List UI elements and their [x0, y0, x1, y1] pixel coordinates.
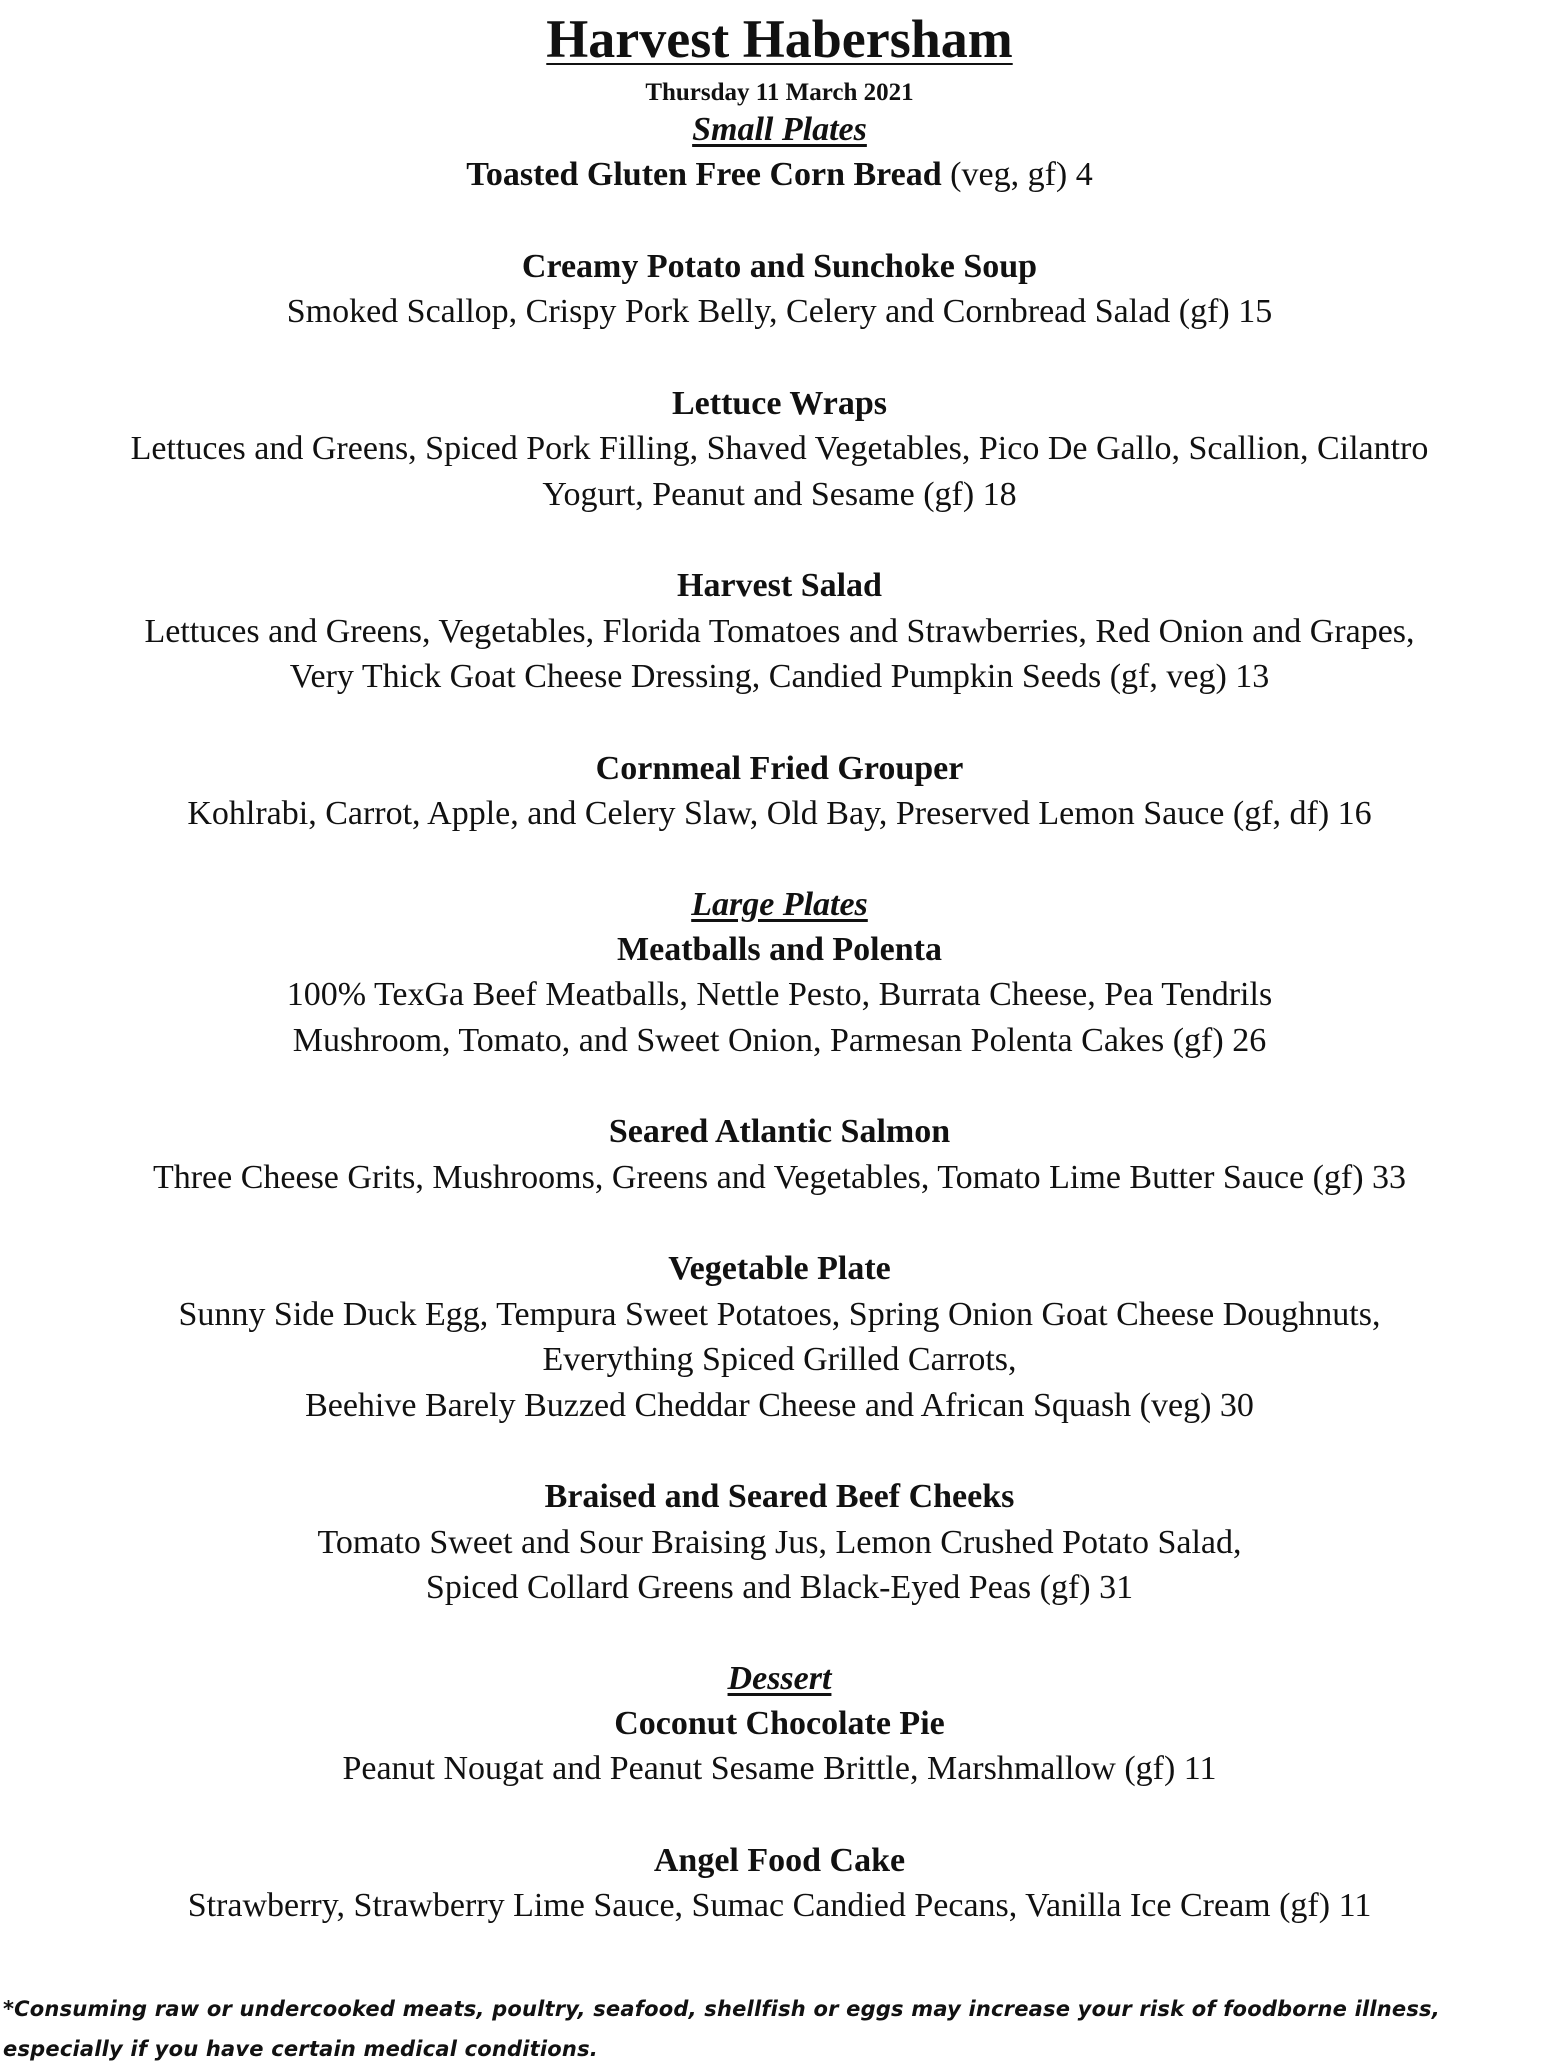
menu-item [0, 746, 1559, 837]
menu-item-name: Harvest Salad [677, 567, 882, 604]
menu-item-description: Very Thick Goat Cheese Dressing, Candied Pumpkin Seeds (gf, veg) 13 [289, 658, 1270, 695]
section-title: Small Plates [692, 111, 867, 148]
menu-item-description: Strawberry, Strawberry Lime Sauce, Sumac Candied Pecans, Vanilla Ice Cream (gf) 11 [187, 1887, 1372, 1924]
menu-item [0, 927, 1559, 1064]
section-title: Dessert [727, 1659, 832, 1697]
menu-item-name: Braised and Seared Beef Cheeks [544, 1478, 1015, 1515]
menu-item-name: Angel Food Cake [653, 1841, 906, 1879]
menu-item-name: Lettuce Wraps [671, 384, 887, 422]
menu-item-description: Lettuces and Greens, Spiced Pork Filling, Shaved Vegetables, Pico De Gallo, Scallion, Cilantro [130, 430, 1429, 467]
menu-item-description: Kohlrabi, Carrot, Apple, and Celery Slaw, Old Bay, Preserved Lemon Sauce (gf, df) 16 [187, 795, 1372, 832]
menu-item [0, 1838, 1559, 1929]
restaurant-title: Harvest Habersham [546, 9, 1013, 69]
menu-item-header [0, 152, 1559, 198]
menu-item [0, 1474, 1559, 1611]
menu-item-description: Spiced Collard Greens and Black-Eyed Peas (gf) 31 [425, 1569, 1134, 1606]
menu-item-description: Beehive Barely Buzzed Cheddar Cheese and African Squash (veg) 30 [305, 1386, 1254, 1424]
menu-item-name: Meatballs and Polenta [617, 930, 942, 968]
menu-item-name: Vegetable Plate [668, 1250, 891, 1287]
menu-item [0, 244, 1559, 335]
menu-item-name: Cornmeal Fried Grouper [595, 749, 964, 787]
menu-item-description: Mushroom, Tomato, and Sweet Onion, Parmesan Polenta Cakes (gf) 26 [292, 1021, 1267, 1059]
menu-item-description: Yogurt, Peanut and Sesame (gf) 18 [542, 475, 1017, 513]
menu-item-name: Coconut Chocolate Pie [614, 1704, 945, 1742]
menu-date: Thursday 11 March 2021 [645, 79, 914, 106]
menu-item-name: Seared Atlantic Salmon [608, 1113, 951, 1150]
menu-item [0, 381, 1559, 518]
section-dessert [0, 1657, 1559, 1929]
menu-item-description: Three Cheese Grits, Mushrooms, Greens and Vegetables, Tomato Lime Butter Sauce (gf) 33 [152, 1158, 1407, 1196]
menu-item [0, 563, 1559, 700]
section-large-plates [0, 883, 1559, 1611]
menu-item-description: Peanut Nougat and Peanut Sesame Brittle, Marshmallow (gf) 11 [342, 1750, 1217, 1787]
menu-item-description: Smoked Scallop, Crispy Pork Belly, Celery and Cornbread Salad (gf) 15 [286, 293, 1273, 330]
menu-item-description: 100% TexGa Beef Meatballs, Nettle Pesto, Burrata Cheese, Pea Tendrils [286, 976, 1273, 1013]
menu-item [0, 152, 1559, 198]
menu-item [0, 1701, 1559, 1792]
menu-item-name: Creamy Potato and Sunchoke Soup [521, 247, 1038, 285]
food-safety-disclaimer: *Consuming raw or undercooked meats, poultry, seafood, shellfish or eggs may increase your risk of foodborne illness, especially if you have certain medical conditions. [3, 1997, 1440, 2061]
menu-item [0, 1109, 1559, 1200]
menu-item-description: Sunny Side Duck Egg, Tempura Sweet Potatoes, Spring Onion Goat Cheese Doughnuts, [178, 1295, 1381, 1333]
menu-item-description: Tomato Sweet and Sour Braising Jus, Lemon Crushed Potato Salad, [317, 1523, 1242, 1561]
menu-item-description: Lettuces and Greens, Vegetables, Florida Tomatoes and Strawberries, Red Onion and Grapes, [144, 612, 1415, 650]
section-title: Large Plates [691, 885, 868, 923]
menu-item [0, 1246, 1559, 1428]
menu-item-inline-detail: (veg, gf) 4 [941, 156, 1093, 193]
section-small-plates [0, 108, 1559, 837]
menu-item-description: Everything Spiced Grilled Carrots, [542, 1341, 1017, 1378]
menu-item-name: Toasted Gluten Free Corn Bread [466, 156, 942, 193]
